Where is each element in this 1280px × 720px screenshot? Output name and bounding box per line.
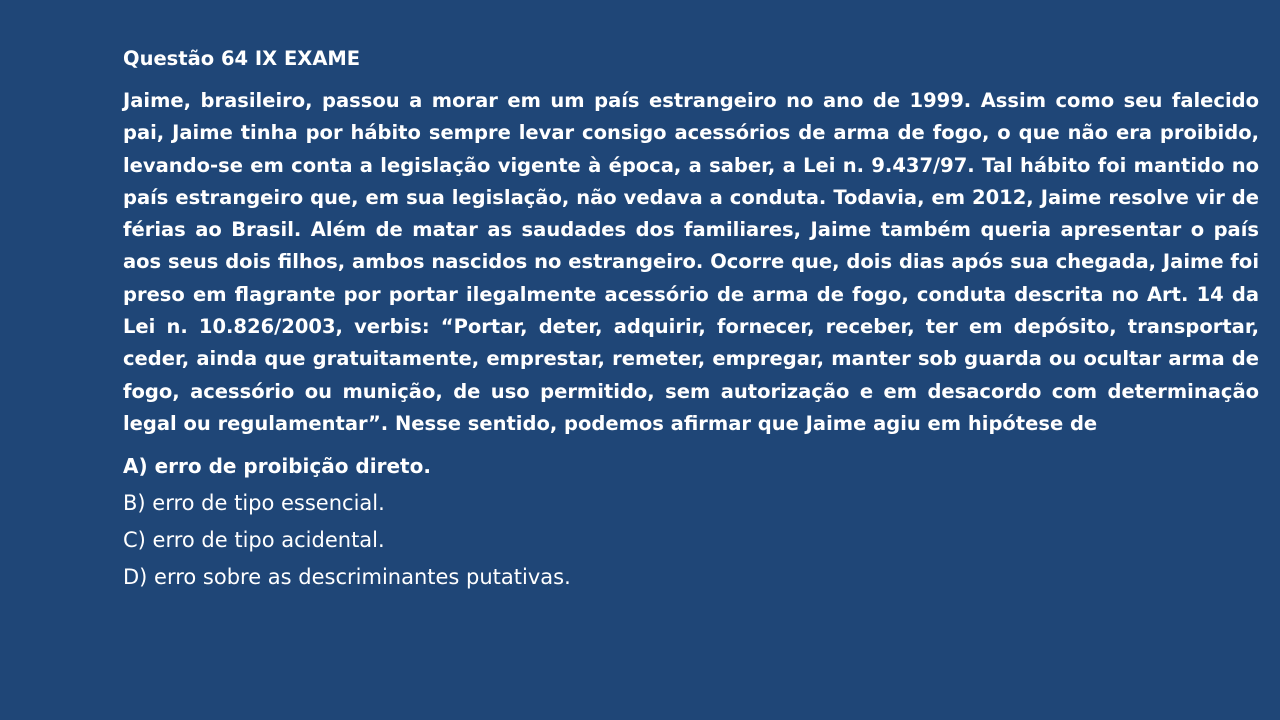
slide-content	[123, 42, 1259, 597]
option-a: A) erro de proibição direto.	[123, 454, 431, 479]
option-d: D) erro sobre as descriminantes putativas.	[123, 565, 571, 590]
option-b: B) erro de tipo essencial.	[123, 491, 385, 516]
answer-options	[123, 449, 1259, 595]
question-title: Questão 64 IX EXAME	[123, 47, 361, 70]
question-text: Jaime, brasileiro, passou a morar em um país estrangeiro no ano de 1999. Assim como seu falecido pai, Jaime tinha por hábito sempre levar consigo acessórios de arma de fogo, o que não era proibido, levando-se em conta a legislação vigente à época, a saber, a Lei n. 9.437/97. Tal hábito foi mantido no país estrangeiro que, em sua legislação, não vedava a conduta. Todavia, em 2012, Jaime resolve vir de férias ao Brasil. Além de matar as saudades dos familiares, Jaime também queria apresentar o país aos seus dois filhos, ambos nascidos no estrangeiro. Ocorre que, dois dias após sua chegada, Jaime foi preso em flagrante por portar ilegalmente acessório de arma de fogo, conduta descrita no Art. 14 da Lei n. 10.826/2003, verbis: “Portar, deter, adquirir, fornecer, receber, ter em depósito, transportar, ceder, ainda que gratuitamente, emprestar, remeter, empregar, manter sob guarda ou ocultar arma de fogo, acessório ou munição, de uso permitido, sem autorização e em desacordo com determinação legal ou regulamentar”. Nesse sentido, podemos afirmar que Jaime agiu em hipótese de	[123, 89, 1259, 435]
option-c: C) erro de tipo acidental.	[123, 528, 385, 553]
